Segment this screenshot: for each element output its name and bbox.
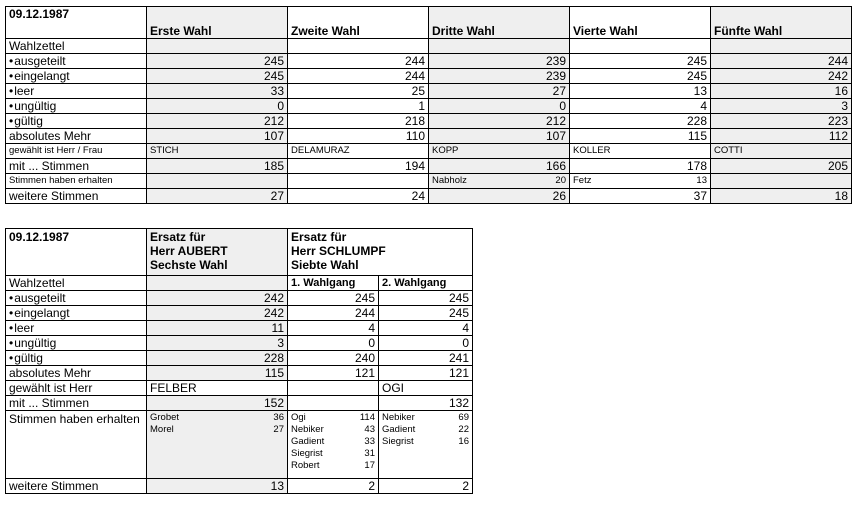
- header-line: Ersatz für: [291, 230, 347, 244]
- vote-count: 205: [711, 159, 852, 174]
- vote-count: [288, 396, 379, 411]
- elected-name: [288, 381, 379, 396]
- header-line: Herr AUBERT: [150, 244, 228, 258]
- table-row: [6, 396, 473, 411]
- row-label: • eingelangt: [6, 306, 147, 321]
- row-label: • eingelangt: [6, 69, 147, 84]
- candidate-votes: 114: [359, 412, 375, 423]
- other-candidate-cell: [429, 174, 570, 189]
- candidate-votes: 13: [696, 175, 707, 186]
- row-label: • gültig: [6, 114, 147, 129]
- candidate-name: Fetz: [573, 175, 592, 186]
- further-votes: 24: [288, 189, 429, 204]
- candidate-votes: 36: [273, 412, 284, 423]
- cell-value: [429, 39, 570, 54]
- candidate-votes: 16: [458, 436, 469, 447]
- candidate-name: Nebiker: [291, 424, 324, 435]
- elected-name: KOPP: [429, 144, 570, 159]
- candidate-votes: 33: [364, 436, 375, 447]
- further-votes: 2: [379, 479, 473, 494]
- table-row: [6, 291, 473, 306]
- ballot-round-header: 1. Wahlgang: [288, 276, 379, 291]
- cell-value: 244: [711, 54, 852, 69]
- cell-value: 239: [429, 69, 570, 84]
- further-votes: 26: [429, 189, 570, 204]
- row-label: gewählt ist Herr: [6, 381, 147, 396]
- other-candidates-cell: [379, 411, 473, 479]
- row-label: • leer: [6, 321, 147, 336]
- cell-value: 245: [147, 69, 288, 84]
- cell-value: [570, 39, 711, 54]
- cell-value: 3: [147, 336, 288, 351]
- candidate-name: Siegrist: [291, 448, 323, 459]
- cell-value: 13: [570, 84, 711, 99]
- row-label: Stimmen haben erhalten: [6, 411, 147, 479]
- empty-cell: [147, 276, 288, 291]
- other-candidate-cell: [147, 174, 288, 189]
- candidate-name: Nebiker: [382, 412, 415, 423]
- cell-value: 107: [429, 129, 570, 144]
- cell-value: 11: [147, 321, 288, 336]
- row-label: • gültig: [6, 351, 147, 366]
- table-row: [6, 159, 852, 174]
- candidate-votes: 69: [458, 412, 469, 423]
- cell-value: 25: [288, 84, 429, 99]
- vote-count: 194: [288, 159, 429, 174]
- candidate-votes: 31: [364, 448, 375, 459]
- column-header: Zweite Wahl: [288, 7, 429, 39]
- cell-value: 242: [147, 306, 288, 321]
- cell-value: 112: [711, 129, 852, 144]
- row-label: • ungültig: [6, 336, 147, 351]
- cell-value: 242: [147, 291, 288, 306]
- vote-count: 185: [147, 159, 288, 174]
- table-row: [6, 276, 473, 291]
- table-header-row: [6, 229, 473, 276]
- cell-value: 228: [570, 114, 711, 129]
- column-header: Erste Wahl: [147, 7, 288, 39]
- row-label: mit ... Stimmen: [6, 159, 147, 174]
- cell-value: 0: [429, 99, 570, 114]
- candidate-votes: 20: [555, 175, 566, 186]
- cell-value: [288, 39, 429, 54]
- cell-value: 0: [379, 336, 473, 351]
- column-header: [147, 229, 288, 276]
- table-row: [6, 321, 473, 336]
- further-votes: 27: [147, 189, 288, 204]
- elected-name: DELAMURAZ: [288, 144, 429, 159]
- cell-value: 3: [711, 99, 852, 114]
- cell-value: 223: [711, 114, 852, 129]
- further-votes: 13: [147, 479, 288, 494]
- date-cell: 09.12.1987: [6, 7, 147, 39]
- candidate-name: Morel: [150, 424, 174, 435]
- table-row: [6, 189, 852, 204]
- row-label: absolutes Mehr: [6, 129, 147, 144]
- cell-value: 115: [147, 366, 288, 381]
- header-line: Ersatz für: [150, 230, 206, 244]
- candidate-name: Siegrist: [382, 436, 414, 447]
- row-label: Stimmen haben erhalten: [6, 174, 147, 189]
- cell-value: 212: [429, 114, 570, 129]
- cell-value: 244: [288, 306, 379, 321]
- candidate-name: Robert: [291, 460, 320, 471]
- table-row: [6, 54, 852, 69]
- vote-count: 178: [570, 159, 711, 174]
- cell-value: 1: [288, 99, 429, 114]
- row-label: weitere Stimmen: [6, 479, 147, 494]
- column-header: [288, 229, 473, 276]
- other-candidates-cell: [288, 411, 379, 479]
- cell-value: 245: [288, 291, 379, 306]
- cell-value: 244: [288, 69, 429, 84]
- cell-value: 218: [288, 114, 429, 129]
- cell-value: 4: [379, 321, 473, 336]
- table-row: [6, 336, 473, 351]
- cell-value: 245: [379, 291, 473, 306]
- candidate-votes: 17: [364, 460, 375, 471]
- cell-value: 0: [147, 99, 288, 114]
- elected-name: OGI: [379, 381, 473, 396]
- election-table-1: [5, 6, 852, 204]
- table-row: [6, 479, 473, 494]
- table-row: [6, 144, 852, 159]
- table-row: [6, 129, 852, 144]
- cell-value: 245: [570, 69, 711, 84]
- further-votes: 2: [288, 479, 379, 494]
- column-header: Fünfte Wahl: [711, 7, 852, 39]
- cell-value: 241: [379, 351, 473, 366]
- candidate-name: Gadient: [382, 424, 416, 435]
- elected-name: FELBER: [147, 381, 288, 396]
- elected-name: COTTI: [711, 144, 852, 159]
- table-row: [6, 306, 473, 321]
- other-candidate-cell: [288, 174, 429, 189]
- table-row: [6, 366, 473, 381]
- cell-value: 240: [288, 351, 379, 366]
- cell-value: 242: [711, 69, 852, 84]
- cell-value: 212: [147, 114, 288, 129]
- cell-value: 245: [379, 306, 473, 321]
- table-row: [6, 39, 852, 54]
- candidate-votes: 43: [364, 424, 375, 435]
- row-label: mit ... Stimmen: [6, 396, 147, 411]
- column-header: Dritte Wahl: [429, 7, 570, 39]
- header-line: Sechste Wahl: [150, 258, 228, 272]
- cell-value: 245: [147, 54, 288, 69]
- row-label: Wahlzettel: [6, 276, 147, 291]
- candidate-votes: 22: [458, 424, 469, 435]
- candidate-votes: 27: [273, 424, 284, 435]
- row-label: Wahlzettel: [6, 39, 147, 54]
- row-label: absolutes Mehr: [6, 366, 147, 381]
- cell-value: 0: [288, 336, 379, 351]
- cell-value: 16: [711, 84, 852, 99]
- table-row: [6, 351, 473, 366]
- cell-value: 33: [147, 84, 288, 99]
- candidate-name: Grobet: [150, 412, 180, 423]
- date-cell: 09.12.1987: [6, 229, 147, 276]
- table-row: [6, 69, 852, 84]
- further-votes: 18: [711, 189, 852, 204]
- row-label: • ausgeteilt: [6, 291, 147, 306]
- vote-count: 166: [429, 159, 570, 174]
- vote-count: 152: [147, 396, 288, 411]
- table-row: [6, 174, 852, 189]
- table-row: [6, 84, 852, 99]
- row-label: gewählt ist Herr / Frau: [6, 144, 147, 159]
- column-header: Vierte Wahl: [570, 7, 711, 39]
- cell-value: 245: [570, 54, 711, 69]
- further-votes: 37: [570, 189, 711, 204]
- cell-value: 4: [288, 321, 379, 336]
- candidate-name: Ogi: [291, 412, 306, 423]
- cell-value: [711, 39, 852, 54]
- table-header-row: [6, 7, 852, 39]
- cell-value: 121: [288, 366, 379, 381]
- cell-value: 110: [288, 129, 429, 144]
- elected-name: KOLLER: [570, 144, 711, 159]
- table-row: [6, 381, 473, 396]
- cell-value: 239: [429, 54, 570, 69]
- cell-value: [147, 39, 288, 54]
- election-table-2: [5, 228, 473, 494]
- table-row: [6, 114, 852, 129]
- row-label: • leer: [6, 84, 147, 99]
- candidate-name: Gadient: [291, 436, 325, 447]
- cell-value: 228: [147, 351, 288, 366]
- elected-name: STICH: [147, 144, 288, 159]
- other-candidate-cell: [711, 174, 852, 189]
- other-candidate-cell: [570, 174, 711, 189]
- row-label: • ungültig: [6, 99, 147, 114]
- row-label: • ausgeteilt: [6, 54, 147, 69]
- cell-value: 107: [147, 129, 288, 144]
- cell-value: 27: [429, 84, 570, 99]
- cell-value: 121: [379, 366, 473, 381]
- table-row: [6, 99, 852, 114]
- candidate-name: Nabholz: [432, 175, 467, 186]
- table-row: [6, 411, 473, 479]
- vote-count: 132: [379, 396, 473, 411]
- ballot-round-header: 2. Wahlgang: [379, 276, 473, 291]
- cell-value: 115: [570, 129, 711, 144]
- header-line: Siebte Wahl: [291, 258, 359, 272]
- other-candidates-cell: [147, 411, 288, 479]
- header-line: Herr SCHLUMPF: [291, 244, 386, 258]
- cell-value: 4: [570, 99, 711, 114]
- row-label: weitere Stimmen: [6, 189, 147, 204]
- cell-value: 244: [288, 54, 429, 69]
